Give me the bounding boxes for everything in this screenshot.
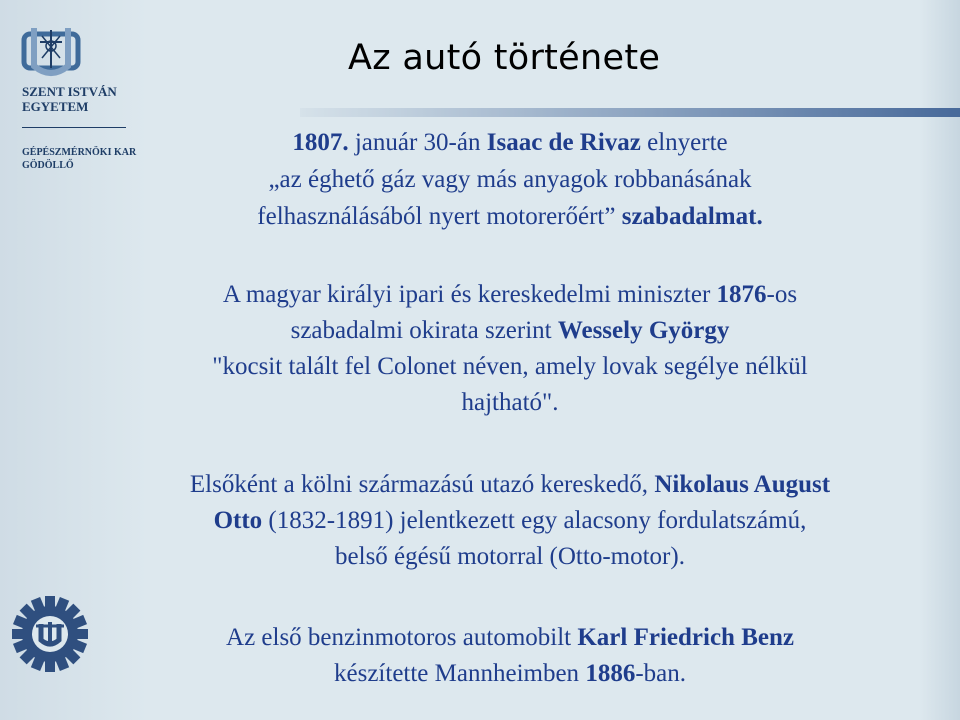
paragraph-line: "kocsit talált fel Colonet néven, amely lovak segélye nélkül: [212, 353, 808, 380]
word-szabadalmat: szabadalmat.: [621, 203, 763, 230]
text-span: A magyar királyi ipari és kereskedelmi miniszter: [222, 281, 717, 308]
name-wessely: Wessely György: [557, 317, 730, 344]
paragraph-line: [90, 124, 930, 161]
name-rivaz: Isaac de Rivaz: [486, 129, 641, 156]
text-span: elnyerte: [640, 129, 728, 156]
university-crest-icon: [20, 24, 82, 80]
name-benz: Karl Friedrich Benz: [577, 624, 794, 651]
university-name-line2: EGYETEM: [22, 99, 89, 114]
slide-title: Az autó története: [348, 38, 661, 78]
paragraph-otto: [90, 467, 930, 575]
text-span: (1832-1891) jelentkezett egy alacsony fordulatszámú,: [262, 507, 807, 534]
paragraph-line: [90, 313, 930, 349]
paragraph-benz: [90, 620, 930, 692]
paragraph-rivaz: [90, 124, 930, 235]
gear-logo-icon: [10, 594, 90, 674]
text-span: készítette Mannheimben: [334, 660, 586, 687]
faculty-name-line2: GÖDÖLLŐ: [22, 160, 74, 171]
year-1876: 1876: [716, 281, 767, 308]
university-name-line1: SZENT ISTVÁN: [22, 84, 117, 99]
university-name: [22, 84, 117, 114]
paragraph-line: belső égésű motorral (Otto-motor).: [335, 543, 685, 570]
text-span: Az első benzinmotoros automobilt: [226, 624, 578, 651]
paragraph-line: [90, 503, 930, 539]
text-span: Elsőként a kölni származású utazó kereskedő,: [189, 471, 655, 498]
paragraph-line: [90, 656, 930, 692]
name-nikolaus-august: Nikolaus August: [654, 471, 831, 498]
name-otto: Otto: [213, 507, 263, 534]
text-span: január 30-án: [348, 129, 487, 156]
paragraph-line: hajtható".: [461, 389, 559, 416]
text-span: -ban.: [635, 660, 686, 687]
faculty-name-line1: GÉPÉSZMÉRNÖKI KAR: [22, 147, 137, 158]
year-1886: 1886: [585, 660, 636, 687]
paragraph-line: [90, 467, 930, 503]
text-span: -os: [766, 281, 798, 308]
text-span: szabadalmi okirata szerint: [290, 317, 558, 344]
text-span: felhasználásából nyert motorerőért”: [257, 203, 622, 230]
title-underline-bar: [300, 108, 960, 117]
paragraph-line: „az éghető gáz vagy más anyagok robbanásának: [268, 166, 752, 193]
paragraph-line: [90, 277, 930, 313]
paragraph-line: [90, 198, 930, 235]
year-1807: 1807.: [292, 129, 349, 156]
paragraph-wessely: [90, 277, 930, 421]
paragraph-line: [90, 620, 930, 656]
